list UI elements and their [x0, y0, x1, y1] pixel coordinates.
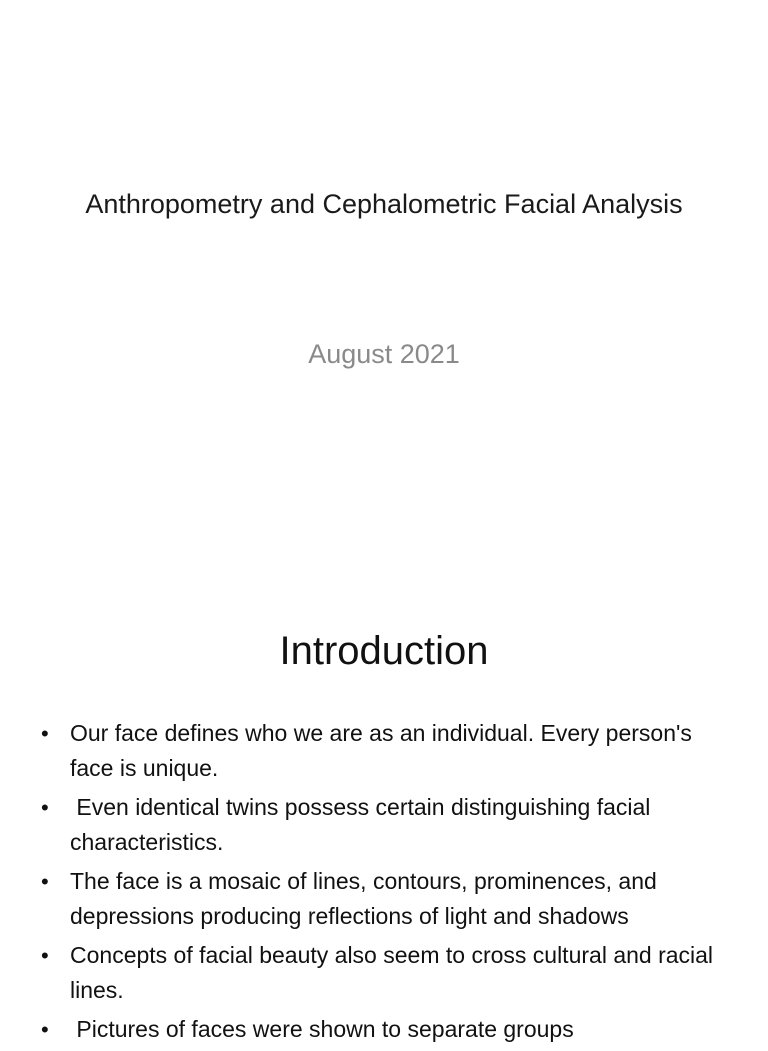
bullet-item — [38, 790, 738, 860]
introduction-slide — [0, 576, 768, 1042]
bullet-list — [38, 716, 738, 1051]
bullet-item — [38, 864, 738, 934]
bullet-text: Pictures of faces were shown to separate groups — [70, 1016, 574, 1042]
bullet-icon: • — [41, 869, 49, 894]
slide-title: Introduction — [279, 629, 489, 673]
bullet-icon: • — [41, 943, 49, 968]
bullet-icon: • — [41, 721, 49, 746]
presentation-title: Anthropometry and Cephalometric Facial Analysis — [85, 189, 683, 219]
presentation-date: August 2021 — [308, 339, 460, 369]
bullet-text: Our face defines who we are as an individual. Every person's face is unique. — [70, 720, 692, 781]
bullet-text: Concepts of facial beauty also seem to cross cultural and racial lines. — [70, 942, 714, 1003]
bullet-item — [38, 716, 738, 786]
bullet-icon: • — [41, 1017, 49, 1042]
bullet-icon: • — [41, 795, 49, 820]
bullet-item — [38, 1012, 738, 1047]
bullet-text: The face is a mosaic of lines, contours, prominences, and depressions producing reflections of light and shadows — [70, 868, 657, 929]
bullet-text: Even identical twins possess certain distinguishing facial characteristics. — [70, 794, 657, 855]
bullet-item — [38, 938, 738, 1008]
